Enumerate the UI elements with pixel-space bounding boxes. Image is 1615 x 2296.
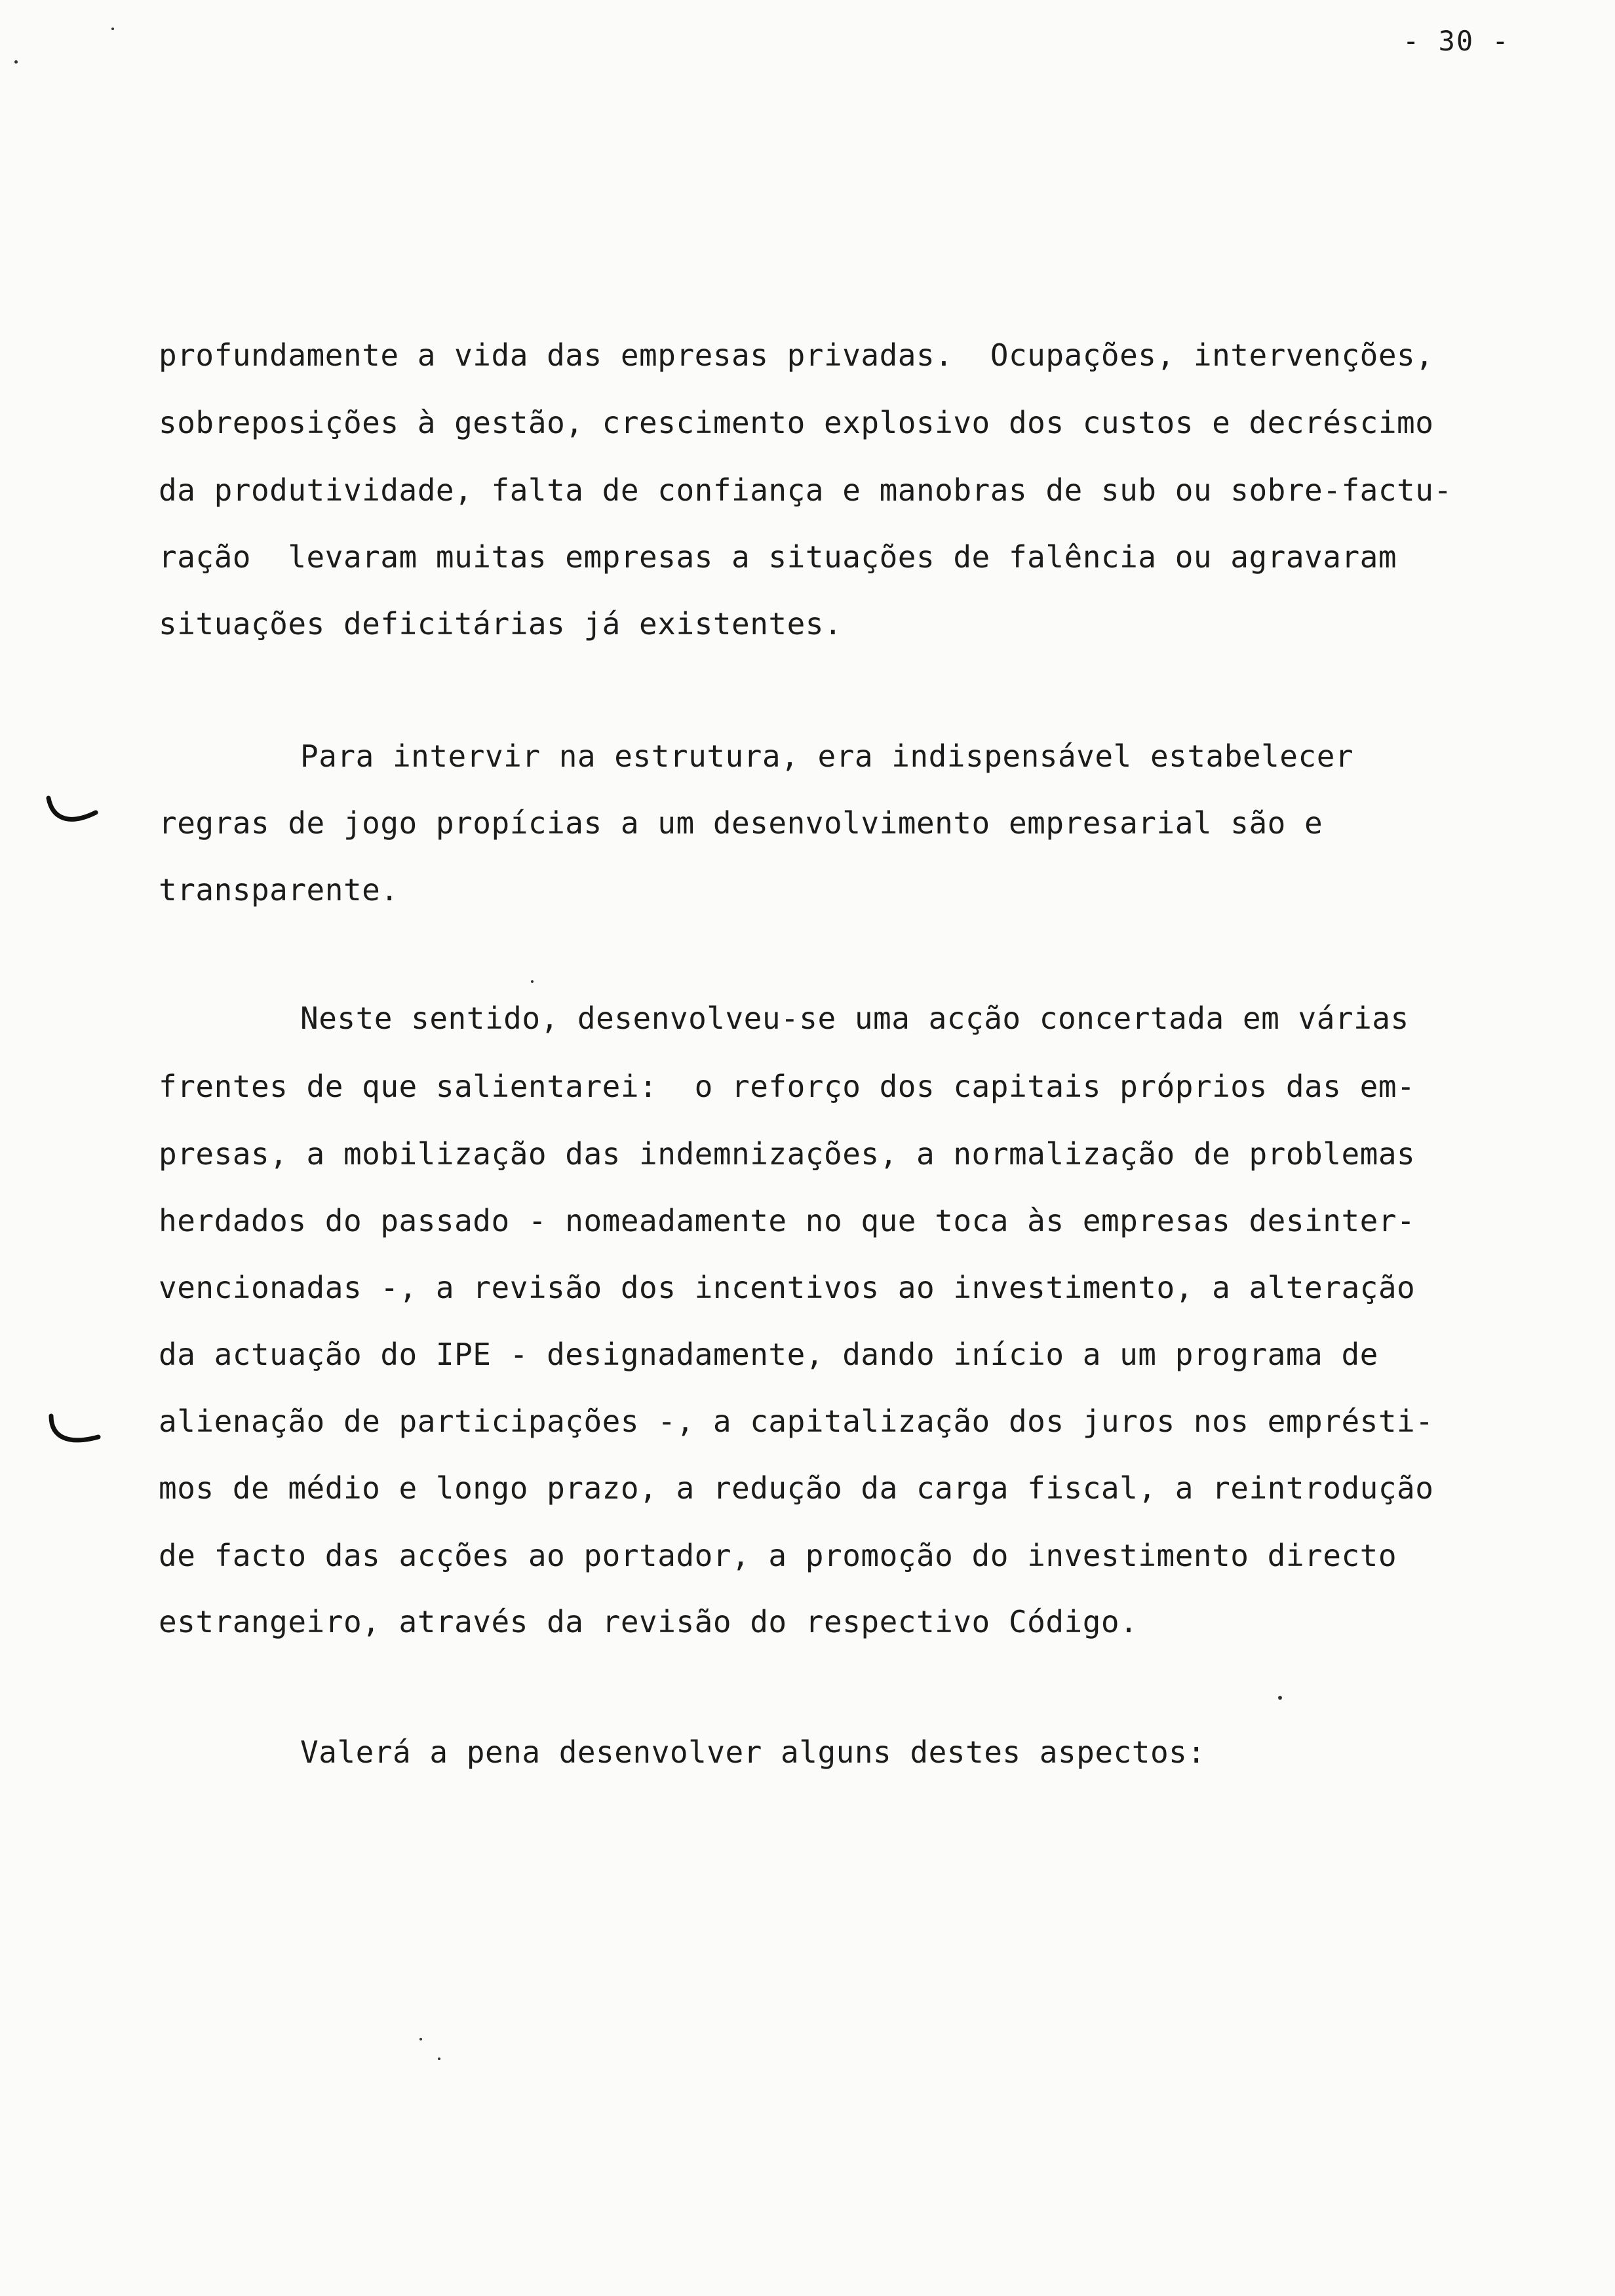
paragraph-1-line-4: ração levaram muitas empresas a situações de falência ou agravaram [159,539,1397,575]
page-number: - 30 - [1403,25,1510,57]
paragraph-1-line-2: sobreposições à gestão, crescimento explosivo dos custos e decréscimo [159,405,1434,440]
paragraph-1-line-5: situações deficitárias já existentes. [159,606,843,641]
paragraph-2-line-3: transparente. [159,872,399,908]
paragraph-3-line-7: alienação de participações -, a capitalização dos juros nos emprésti- [159,1404,1434,1439]
scan-speck [1278,1696,1282,1700]
paragraph-3-line-10: estrangeiro, através da revisão do respectivo Código. [159,1604,1138,1639]
scan-speck [531,980,534,983]
scan-speck [438,2057,440,2060]
paragraph-3-line-5: vencionadas -, a revisão dos incentivos ao investimento, a alteração [159,1270,1416,1305]
paragraph-3-line-6: da actuação do IPE - designadamente, dando início a um programa de [159,1337,1378,1372]
paragraph-3-line-8: mos de médio e longo prazo, a redução da carga fiscal, a reintrodução [159,1470,1434,1506]
scan-speck [111,28,114,30]
paragraph-2-line-1: Para intervir na estrutura, era indispensável estabelecer [300,738,1354,774]
paragraph-3-line-4: herdados do passado - nomeadamente no que toca às empresas desinter- [159,1203,1416,1238]
margin-check-mark-icon [43,1412,102,1451]
paragraph-3-line-2: frentes de que salientarei: o reforço dos capitais próprios das em- [159,1069,1416,1104]
paragraph-3-line-1: Neste sentido, desenvolveu-se uma acção concertada em várias [300,1001,1409,1036]
scan-speck [419,2038,422,2040]
scan-speck [14,60,18,64]
margin-check-mark-icon [43,793,102,832]
paragraph-2-line-2: regras de jogo propícias a um desenvolvimento empresarial são e [159,805,1323,841]
paragraph-1-line-1: profundamente a vida das empresas privadas. Ocupações, intervenções, [159,337,1434,373]
paragraph-3-line-9: de facto das acções ao portador, a promoção do investimento directo [159,1538,1397,1573]
paragraph-1-line-3: da produtividade, falta de confiança e manobras de sub ou sobre-factu- [159,472,1452,508]
paragraph-4-line-1: Valerá a pena desenvolver alguns destes aspectos: [300,1734,1206,1770]
paragraph-3-line-3: presas, a mobilização das indemnizações, a normalização de problemas [159,1136,1416,1172]
